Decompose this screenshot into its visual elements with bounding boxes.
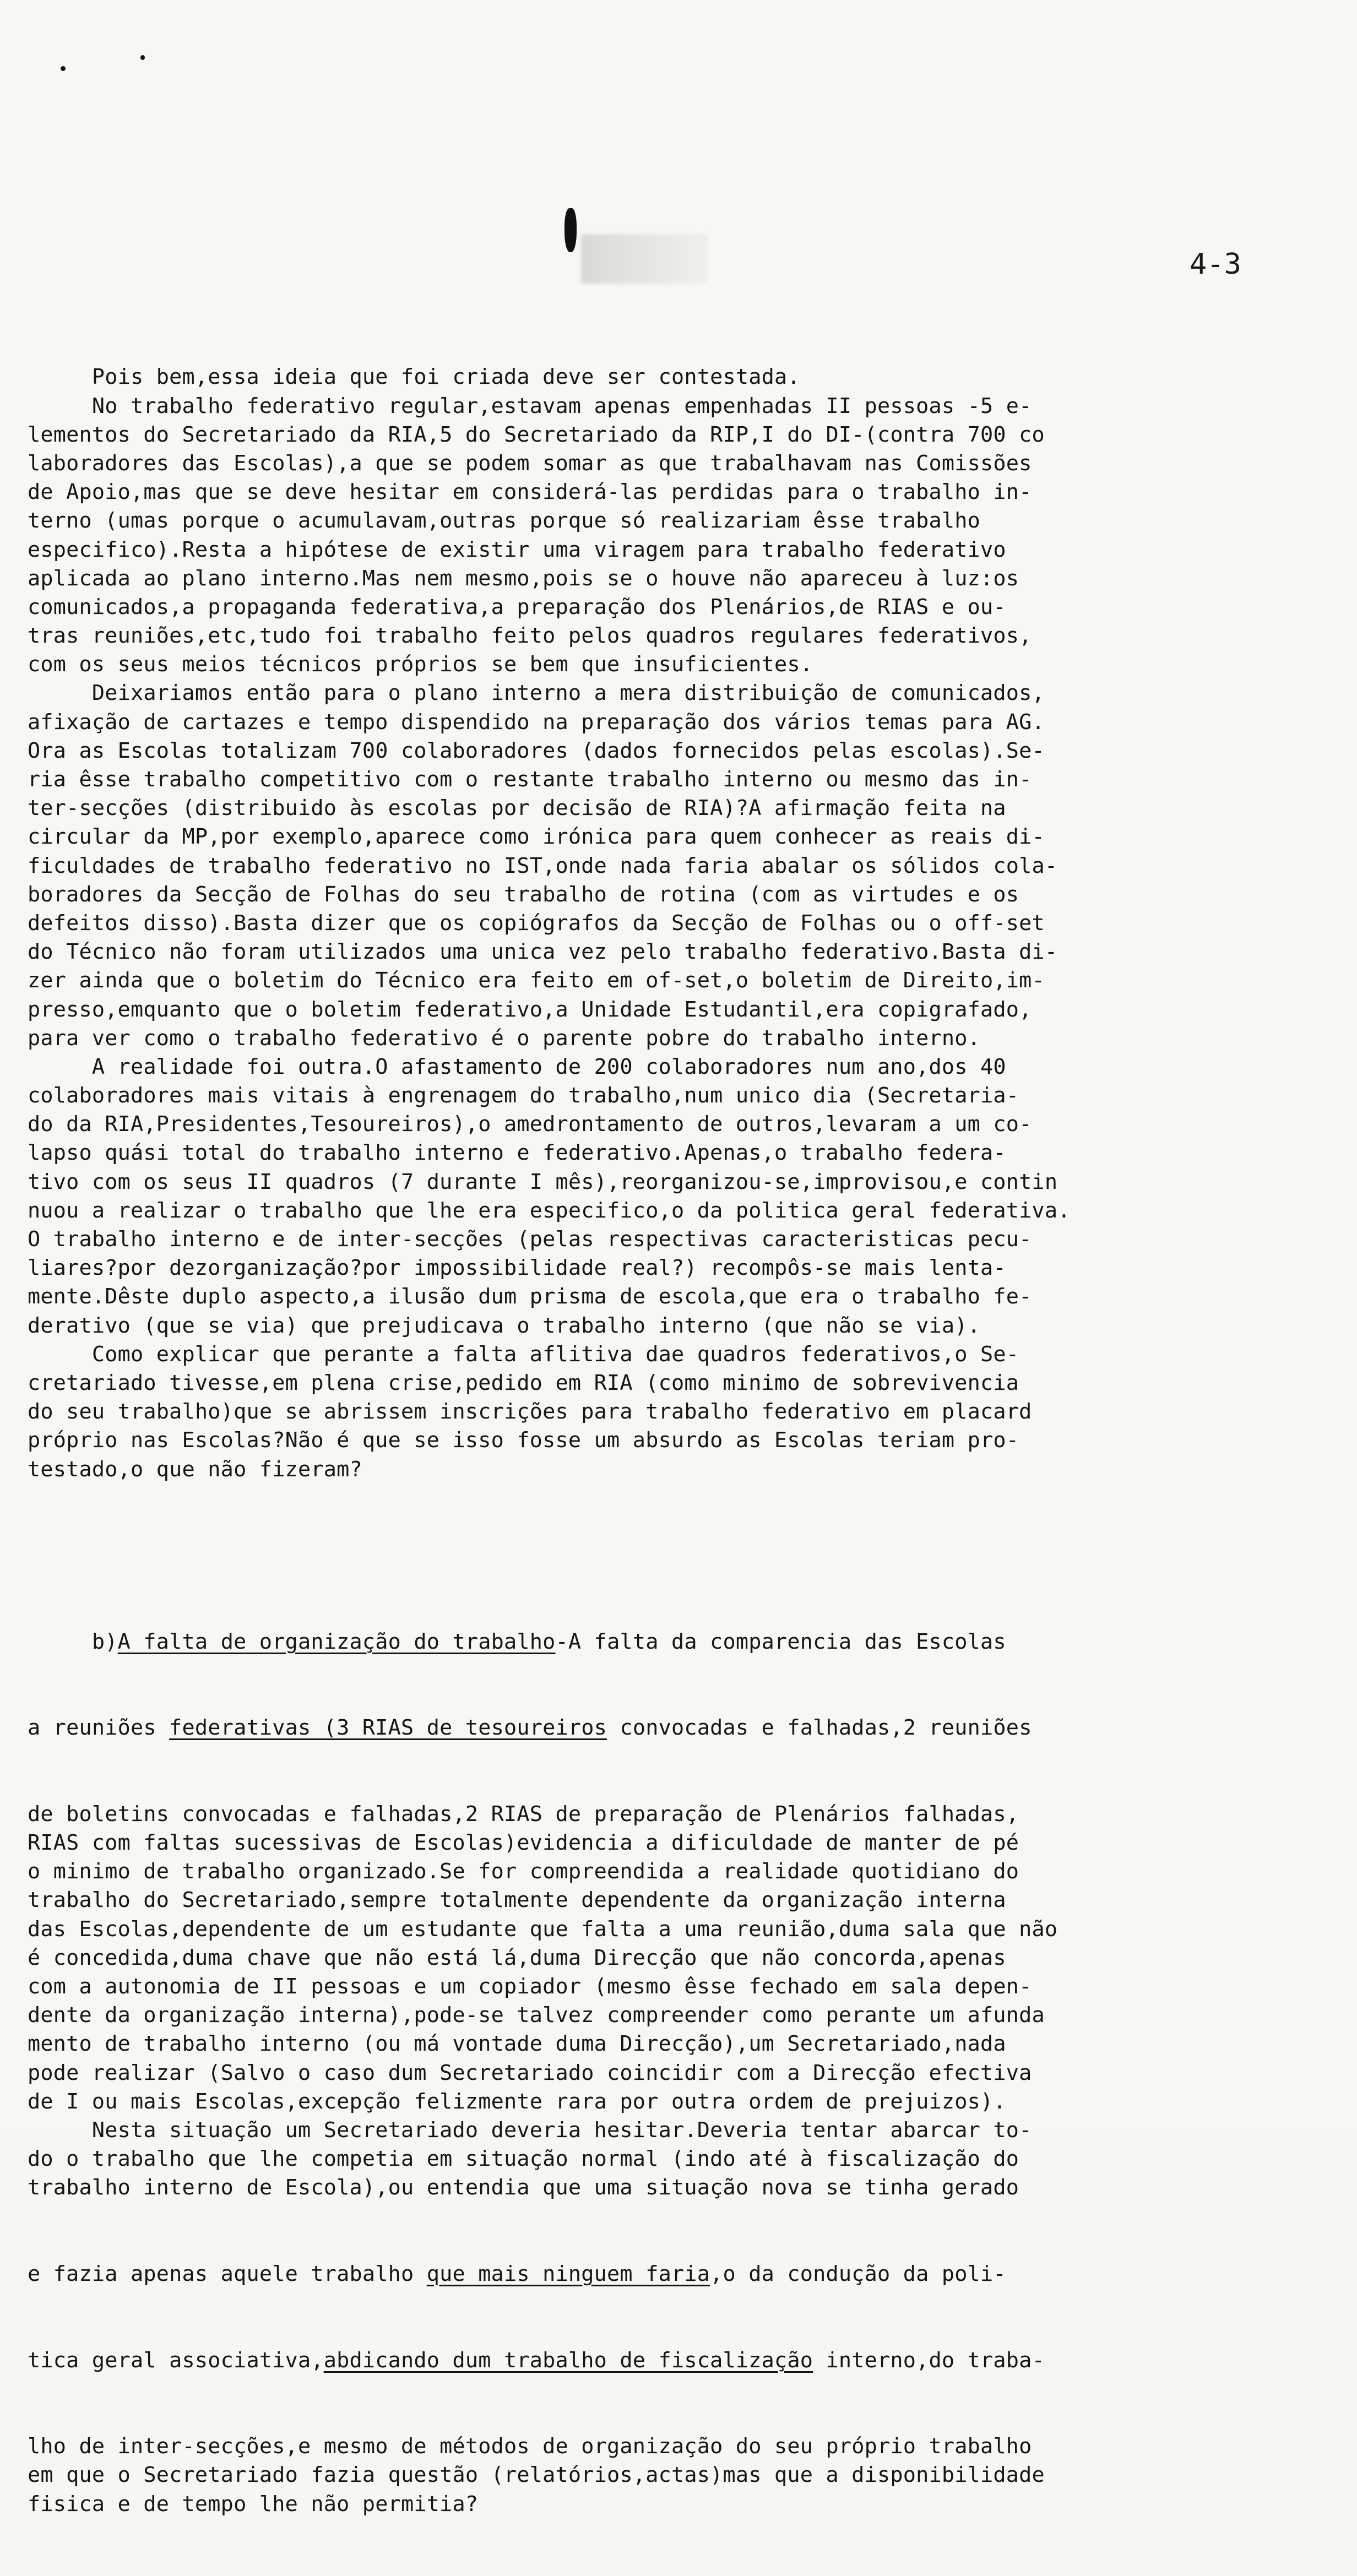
- abdicando-line: [28, 2346, 1333, 2375]
- text-line: fisica e de tempo lhe não permitia?: [28, 2491, 479, 2517]
- text-line: RIAS com faltas sucessivas de Escolas)evidencia a dificuldade de manter de pé: [28, 1830, 1019, 1856]
- abdicando-line-rest: interno,do traba-: [813, 2347, 1045, 2373]
- text-line: é concedida,duma chave que não está lá,duma Direcção que não concorda,apenas: [28, 1945, 1006, 1970]
- ink-speck: [61, 66, 66, 71]
- text-line: especifico).Resta a hipótese de existir uma viragem para trabalho federativo: [28, 537, 1006, 562]
- text-line: lementos do Secretariado da RIA,5 do Secretariado da RIP,I do DI-(contra 700 co: [28, 422, 1045, 447]
- section-b-first-line-rest: -A falta da comparencia das Escolas: [555, 1629, 1006, 1654]
- text-line: do o trabalho que lhe competia em situação normal (indo até à fiscalização do: [28, 2146, 1019, 2172]
- text-line: Pois bem,essa ideia que foi criada deve ser contestada.: [28, 365, 800, 390]
- section-b-second-line-underlined: federativas (3 RIAS de tesoureiros: [169, 1715, 607, 1741]
- text-line: com a autonomia de II pessoas e um copiador (mesmo êsse fechado em sala depen-: [28, 1974, 1032, 1999]
- text-line: O trabalho interno e de inter-secções (pelas respectivas caracteristicas pecu-: [28, 1227, 1032, 1252]
- smudge-mark: [581, 234, 708, 284]
- text-line: do seu trabalho)que se abrissem inscrições para trabalho federativo em placard: [28, 1399, 1032, 1425]
- text-line: lapso quási total do trabalho interno e federativo.Apenas,o trabalho federa-: [28, 1140, 1006, 1166]
- text-line: mento de trabalho interno (ou má vontade duma Direcção),um Secretariado,nada: [28, 2031, 1006, 2057]
- text-line: testado,o que não fizeram?: [28, 1457, 362, 1482]
- text-line: Nesta situação um Secretariado deveria hesitar.Deveria tentar abarcar to-: [28, 2117, 1032, 2143]
- text-line: trabalho do Secretariado,sempre totalmente dependente da organização interna: [28, 1888, 1006, 1913]
- faria-line: [28, 2260, 1333, 2289]
- section-b-second-line-rest: convocadas e falhadas,2 reuniões: [607, 1715, 1032, 1741]
- text-line: nuou a realizar o trabalho que lhe era especifico,o da politica geral federativa.: [28, 1198, 1071, 1223]
- text-line: No trabalho federativo regular,estavam apenas empenhadas II pessoas -5 e-: [28, 393, 1032, 419]
- text-line: de I ou mais Escolas,excepção felizmente rara por outra ordem de prejuizos).: [28, 2089, 1006, 2114]
- text-line: com os seus meios técnicos próprios se bem que insuficientes.: [28, 652, 813, 677]
- text-line: Ora as Escolas totalizam 700 colaboradores (dados fornecidos pelas escolas).Se-: [28, 738, 1045, 763]
- section-b-second-line: [28, 1714, 1333, 1742]
- text-line: para ver como o trabalho federativo é o parente pobre do trabalho interno.: [28, 1025, 981, 1051]
- text-line: aplicada ao plano interno.Mas nem mesmo,pois se o houve não apareceu à luz:os: [28, 566, 1019, 591]
- text-line: laboradores das Escolas),a que se podem somar as que trabalhavam nas Comissões: [28, 450, 1032, 476]
- ink-blot: [564, 208, 577, 252]
- paragraph-block-3: [28, 2432, 1333, 2519]
- text-line: tras reuniões,etc,tudo foi trabalho feito pelos quadros regulares federativos,: [28, 623, 1032, 649]
- page-number: 4-3: [1190, 248, 1241, 281]
- text-line: de boletins convocadas e falhadas,2 RIAS de preparação de Plenários falhadas,: [28, 1801, 1019, 1827]
- section-b-second-line-start: a reuniões: [28, 1715, 170, 1741]
- text-line: Deixariamos então para o plano interno a mera distribuição de comunicados,: [28, 681, 1045, 706]
- section-b-prefix: b): [28, 1629, 118, 1654]
- paragraph-block-1: [28, 363, 1333, 1483]
- text-line: tivo com os seus II quadros (7 durante I mês),reorganizou-se,improvisou,e contin: [28, 1169, 1058, 1194]
- text-line: zer ainda que o boletim do Técnico era feito em of-set,o boletim de Direito,im-: [28, 968, 1045, 993]
- text-line: de Apoio,mas que se deve hesitar em considerá-las perdidas para o trabalho in-: [28, 480, 1032, 505]
- text-line: das Escolas,dependente de um estudante que falta a uma reunião,duma sala que não: [28, 1916, 1058, 1942]
- abdicando-line-start: tica geral associativa,: [28, 2347, 324, 2373]
- blank-line: [28, 1541, 1333, 1570]
- text-line: do da RIA,Presidentes,Tesoureiros),o amedrontamento de outros,levaram a um co-: [28, 1112, 1032, 1137]
- text-line: lho de inter-secções,e mesmo de métodos de organização do seu próprio trabalho: [28, 2434, 1032, 2459]
- faria-line-start: e fazia apenas aquele trabalho: [28, 2261, 427, 2286]
- text-line: ria êsse trabalho competitivo com o restante trabalho interno ou mesmo das in-: [28, 767, 1032, 792]
- ink-speck: [140, 55, 145, 60]
- text-line: trabalho interno de Escola),ou entendia que uma situação nova se tinha gerado: [28, 2175, 1019, 2200]
- text-line: ter-secções (distribuido às escolas por decisão de RIA)?A afirmação feita na: [28, 796, 1006, 821]
- text-line: afixação de cartazes e tempo dispendido na preparação dos vários temas para AG.: [28, 709, 1045, 735]
- text-line: derativo (que se via) que prejudicava o trabalho interno (que não se via).: [28, 1313, 981, 1338]
- text-line: pode realizar (Salvo o caso dum Secretariado coincidir com a Direcção efectiva: [28, 2060, 1032, 2085]
- text-line: colaboradores mais vitais à engrenagem do trabalho,num unico dia (Secretaria-: [28, 1083, 1019, 1108]
- text-line: circular da MP,por exemplo,aparece como irónica para quem conhecer as reais di-: [28, 824, 1045, 850]
- text-line: presso,emquanto que o boletim federativo,a Unidade Estudantil,era copigrafado,: [28, 997, 1032, 1022]
- text-line: defeitos disso).Basta dizer que os copiógrafos da Secção de Folhas ou o off-set: [28, 910, 1045, 936]
- text-line: terno (umas porque o acumulavam,outras porque só realizariam êsse trabalho: [28, 508, 981, 534]
- text-line: cretariado tivesse,em plena crise,pedido em RIA (como minimo de sobrevivencia: [28, 1370, 1019, 1395]
- text-line: próprio nas Escolas?Não é que se isso fosse um absurdo as Escolas teriam pro-: [28, 1428, 1019, 1453]
- faria-line-underlined: que mais ninguem faria: [426, 2261, 710, 2286]
- text-line: liares?por dezorganização?por impossibilidade real?) recompôs-se mais lenta-: [28, 1256, 1006, 1281]
- text-line: ficuldades de trabalho federativo no IST,onde nada faria abalar os sólidos cola-: [28, 853, 1058, 878]
- text-line: A realidade foi outra.O afastamento de 200 colaboradores num ano,dos 40: [28, 1054, 1006, 1079]
- text-line: boradores da Secção de Folhas do seu trabalho de rotina (com as virtudes e os: [28, 882, 1019, 907]
- text-line: comunicados,a propaganda federativa,a preparação dos Plenários,de RIAS e ou-: [28, 594, 1006, 619]
- text-line: mente.Dêste duplo aspecto,a ilusão dum prisma de escola,que era o trabalho fe-: [28, 1284, 1032, 1309]
- typed-text-body: [28, 306, 1333, 2576]
- text-line: Como explicar que perante a falta aflitiva dae quadros federativos,o Se-: [28, 1341, 1019, 1367]
- text-line: do Técnico não foram utilizados uma unica vez pelo trabalho federativo.Basta di-: [28, 939, 1058, 965]
- text-line: dente da organização interna),pode-se talvez compreender como perante um afunda: [28, 2003, 1045, 2028]
- faria-line-rest: ,o da condução da poli-: [710, 2261, 1006, 2286]
- section-b-heading-line: [28, 1628, 1333, 1656]
- paragraph-block-2: [28, 1800, 1333, 2203]
- text-line: em que o Secretariado fazia questão (relatórios,actas)mas que a disponibilidade: [28, 2463, 1045, 2488]
- section-b-heading: A falta de organização do trabalho: [117, 1629, 556, 1654]
- abdicando-line-underlined: abdicando dum trabalho de fiscalização: [323, 2347, 813, 2373]
- text-line: o minimo de trabalho organizado.Se for compreendida a realidade quotidiano do: [28, 1859, 1019, 1884]
